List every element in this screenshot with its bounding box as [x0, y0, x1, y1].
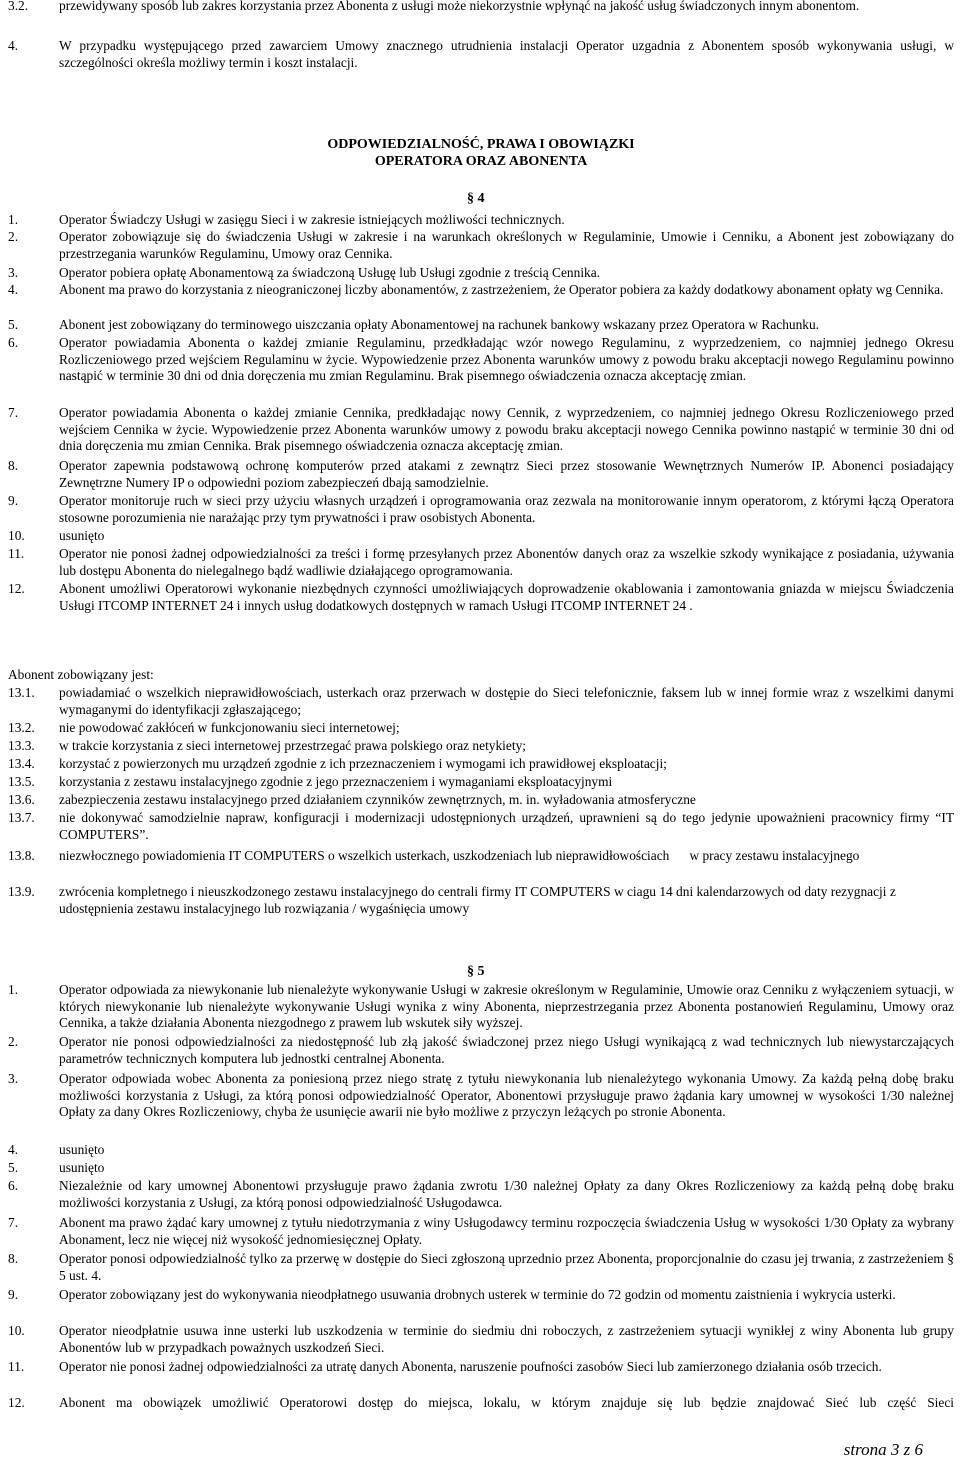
item-text: Operator powiadamia Abonenta o każdej zmianie Cennika, predkładając nowy Cennik, z wyprzedzeniem, co najmniej jednego Okresu Rozliczeniowego przed wejściem Cennika w życie. Wypowiedzenie przez Abonenta warunków umowy z powodu braku akceptacji nowego Cennika powinno nastąpić w terminie 30 dni od dnia doręczenia mu zmian Cennika. Brak pisemnego oświadczenia oznacza akceptację zmian. — [59, 405, 954, 454]
item-text: Operator monitoruje ruch w sieci przy użyciu własnych urządzeń i oprogramowania oraz zezwala na monitorowanie innym operatorom, z którymi łączą Operatora stosowne porozumienia nie narażając przy tym prywatności i praw osobistych Abonenta. — [59, 493, 954, 525]
item-number: 13.2. — [8, 720, 35, 735]
item-number: 13.6. — [8, 792, 35, 807]
item-number: 8. — [8, 1251, 19, 1266]
item-number: 13.9. — [8, 884, 35, 899]
list-item — [8, 1395, 954, 1412]
item-number: 13.8. — [8, 848, 35, 863]
list-item — [8, 229, 954, 262]
item-text: Abonent jest zobowiązany do terminowego uiszczania opłaty Abonamentowej na rachunek bankowy wskazany przez Operatora w Rachunku. — [59, 317, 820, 332]
list-item — [8, 282, 954, 299]
item-number: 5. — [8, 317, 19, 332]
item-text: nie dokonywać samodzielnie napraw, konfiguracji i modernizacji udostępnionych urządzeń, uprawnieni są do tego jedynie upoważnieni pracownicy firmy “IT COMPUTERS”. — [59, 810, 954, 842]
item-text: usunięto — [59, 528, 105, 543]
list-item — [8, 546, 954, 579]
item-text: Operator nie ponosi żadnej odpowiedzialności za utratę danych Abonenta, naruszenie poufności zasobów Sieci lub zamierzonego działania osób trzecich. — [59, 1359, 882, 1374]
item-number: 11. — [8, 546, 25, 561]
list-item — [8, 1323, 954, 1356]
item-number: 2. — [8, 1034, 19, 1049]
list-item — [8, 38, 954, 71]
item-number: 2. — [8, 229, 19, 244]
item-text: Operator zobowiązany jest do wykonywania nieodpłatnego usuwania drobnych usterek w terminie do 72 godzin od momentu zaistnienia i wykrycia usterki. — [59, 1287, 896, 1302]
item-number: 13.3. — [8, 738, 35, 753]
list-item — [8, 405, 954, 455]
item-text: Niezależnie od kary umownej Abonentowi przysługuje prawo żądania zwrotu 1/30 należnej Opłaty za dany Okres Rozliczeniowy za każdą pełną dobę braku możliwości korzystania z Usługi, za którą ponosi odpowiedzialność Usługodawca. — [59, 1178, 954, 1210]
list-item — [8, 1287, 954, 1304]
item-text: Operator zobowiązuje się do świadczenia Usługi w zakresie i na warunkach określonych w Regulaminie, Umowie i Cenniku, a Abonent jest zobowiązany do przestrzegania warunków Regulaminu, Umowy oraz Cennika. — [59, 229, 954, 261]
item-number: 3. — [8, 1071, 19, 1086]
item-number: 10. — [8, 528, 25, 543]
item-number: 10. — [8, 1323, 25, 1338]
item-text: Operator ponosi odpowiedzialność tylko za przerwę w dostępie do Sieci zgłoszoną uprzednio przez Abonenta, proporcjonalnie do czasu jej trwania, z zastrzeżeniem § 5 ust. 4. — [59, 1251, 954, 1283]
item-text: korzystać z powierzonych mu urządzeń zgodnie z ich przeznaczeniem i wymogami ich prawidłowej eksploatacji; — [59, 756, 667, 771]
item-number: 7. — [8, 1215, 19, 1230]
item-text: zabezpieczenia zestawu instalacyjnego przed działaniem czynników zewnętrznych, m. in. wyładowania atmosferyczne — [59, 792, 696, 807]
item-text: usunięto — [59, 1142, 105, 1157]
item-number: 5. — [8, 1160, 19, 1175]
item-text: Operator odpowiada za niewykonanie lub nienależyte wykonywanie Usługi w zakresie określonym w Regulaminie, Umowie oraz Cenniku z wyłączeniem sytuacji, w których niewykonanie lub nienależyte wykonywanie Usługi wynika z winy Abonenta, nieprzestrzegania przez Abonenta postanowień Regulaminu, Umowy oraz Cennika, a także działania Abonenta niezgodnego z prawem lub wskutek siły wyższej. — [59, 982, 954, 1031]
list-item — [8, 265, 954, 282]
item-text: Operator nieodpłatnie usuwa inne usterki lub uszkodzenia w terminie do siedmiu dni roboczych, z zastrzeżeniem sytuacji wynikłej z winy Abonenta lub grupy Abonentów lub w przypadkach poważnych uszkodzeń Sieci. — [59, 1323, 954, 1355]
list-item — [8, 720, 954, 737]
item-number: 13.4. — [8, 756, 35, 771]
item-text: Operator pobiera opłatę Abonamentową za świadczoną Usługę lub Usługi zgodnie z treścią Cennika. — [59, 265, 601, 280]
item-text: Operator nie ponosi odpowiedzialności za niedostępność lub złą jakość świadczonej przez niego Usługi wynikającą z wad technicznych lub niewystarczających parametrów technicznych komputera lub jednostki centralnej Abonenta. — [59, 1034, 954, 1066]
item-text: w trakcie korzystania z sieci internetowej przestrzegać prawa polskiego oraz netykiety; — [59, 738, 526, 753]
item-number: 4. — [8, 38, 19, 53]
item-text: W przypadku występującego przed zawarciem Umowy znacznego utrudnienia instalacji Operator uzgadnia z Abonentem sposób wykonywania usługi, w szczególności określa możliwy termin i koszt instalacji. — [59, 38, 954, 70]
list-item — [8, 335, 954, 385]
list-item — [8, 1034, 954, 1067]
item-text: Operator nie ponosi żadnej odpowiedzialności za treści i formę przesyłanych przez Abonentów danych oraz za wszelkie szkody wynikające z posiadania, używania lub dostępu Abonenta do nielegalnego bądź wadliwie działającego oprogramowania. — [59, 546, 954, 578]
item-number: 4. — [8, 282, 19, 297]
item-number: 12. — [8, 581, 25, 596]
item-text: Operator odpowiada wobec Abonenta za poniesioną przez niego stratę z tytułu niewykonania lub nienależytego wykonania Umowy. Za każdą pełną dobę braku możliwości korzystania z Usługi, za którą ponosi odpowiedzialność Operator, Abonentowi przysługuje prawo żądania kary umownej w wysokości 1/30 należnej Opłaty za dany Okres Rozliczeniowy, chyba że usunięcie awarii nie było możliwe z przyczyn leżących po stronie Abonenta. — [59, 1071, 954, 1120]
list-item — [8, 212, 954, 229]
item-text: Abonent umożliwi Operatorowi wykonanie niezbędnych czynności umożliwiających doprowadzenie okablowania i zamontowania gniazda w miejscu Świadczenia Usługi ITCOMP INTERNET 24 i innych usług dodatkowych dostępnych w ramach Usługi ITCOMP INTERNET 24 . — [59, 581, 954, 613]
item-text: nie powodować zakłóceń w funkcjonowaniu sieci internetowej; — [59, 720, 400, 735]
list-item — [8, 0, 954, 15]
list-item — [8, 884, 954, 917]
item-number: 1. — [8, 982, 19, 997]
page-number: strona 3 z 6 — [843, 1440, 923, 1459]
list-item — [8, 792, 954, 809]
item-number: 8. — [8, 458, 19, 473]
list-item — [8, 1178, 954, 1211]
list-item — [8, 458, 954, 491]
item-text: korzystania z zestawu instalacyjnego zgodnie z jego przeznaczeniem i wymaganiami eksploatacyjnymi — [59, 774, 613, 789]
item-number: 13.5. — [8, 774, 35, 789]
section-heading-line: ODPOWIEDZIALNOŚĆ, PRAWA I OBOWIĄZKI — [327, 137, 635, 152]
item-number: 6. — [8, 1178, 19, 1193]
item-number: 6. — [8, 335, 19, 350]
item-number: 3. — [8, 265, 19, 280]
item-text: Abonent ma obowiązek umożliwić Operatorowi dostęp do miejsca, lokalu, w którym znajduje się lub będzie znajdować Sieć lub część Sieci — [59, 1395, 954, 1410]
list-item — [8, 1160, 954, 1177]
section-number: § 4 — [467, 191, 485, 206]
list-item — [8, 1359, 954, 1376]
item-number: 3.2. — [8, 0, 29, 13]
item-number: 13.1. — [8, 685, 35, 700]
item-text: Operator Świadczy Usługi w zasięgu Sieci i w zakresie istniejących możliwości technicznych. — [59, 212, 565, 227]
list-item — [8, 848, 954, 865]
list-item — [8, 756, 954, 773]
section-heading — [8, 136, 954, 170]
item-text: Abonent ma prawo do korzystania z nieograniczonej liczby abonamentów, z zastrzeżeniem, że Operator pobiera za każdy dodatkowy abonament opłaty wg Cennika. — [59, 282, 944, 297]
item-text: Operator powiadamia Abonenta o każdej zmianie Regulaminu, przedkładając wzór nowego Regulaminu, z wyprzedzeniem, co najmniej jednego Okresu Rozliczeniowego przed wejściem Regulaminu w życie. Wypowiedzenie przez Abonenta warunków umowy z powodu braku akceptacji nowego Regulaminu powinno nastąpić w terminie 30 dni od dnia doręczenia mu zmian Regulaminu. Brak pisemnego oświadczenia oznacza akceptację zmian. — [59, 335, 954, 384]
list-item — [8, 1142, 954, 1159]
item-text: Operator zapewnia podstawową ochronę komputerów przed atakami z zewnątrz Sieci przez stosowanie Wewnętrznych Numerów IP. Abonenci posiadający Zewnętrzne Numery IP o odpowiedni poziom zabezpieczeń dbają samodzielnie. — [59, 458, 954, 490]
list-item — [8, 1071, 954, 1121]
obligations-intro: Abonent zobowiązany jest: — [8, 667, 154, 682]
list-item — [8, 810, 954, 843]
list-item — [8, 738, 954, 755]
item-text: usunięto — [59, 1160, 105, 1175]
item-number: 1. — [8, 212, 19, 227]
list-item — [8, 317, 954, 334]
item-number: 11. — [8, 1359, 25, 1374]
item-text: niezwłocznego powiadomienia IT COMPUTERS o wszelkich usterkach, uszkodzeniach lub nieprawidłowościach w pracy zestawu instalacyjnego — [59, 848, 860, 863]
item-text: powiadamiać o wszelkich nieprawidłowościach, usterkach oraz przerwach w dostępie do Sieci telefonicznie, faksem lub w innej formie wraz z wszelkimi danymi wymaganymi do identyfikacji zgłaszającego; — [59, 685, 954, 717]
list-item — [8, 528, 954, 545]
list-item — [8, 493, 954, 526]
item-number: 13.7. — [8, 810, 35, 825]
item-text: zwrócenia kompletnego i nieuszkodzonego zestawu instalacyjnego do centrali firmy IT COMPUTERS w ciagu 14 dni kalendarzowych od daty rezygnacji z udostępnienia zestawu instalacyjnego lub rozwiązania / wygaśnięcia umowy — [59, 884, 896, 916]
list-item — [8, 982, 954, 1032]
section-heading-line: OPERATORA ORAZ ABONENTA — [374, 154, 588, 169]
list-item — [8, 1215, 954, 1248]
list-item — [8, 1251, 954, 1284]
item-number: 7. — [8, 405, 19, 420]
list-item — [8, 685, 954, 718]
item-number: 9. — [8, 493, 19, 508]
section-number: § 5 — [467, 964, 485, 979]
list-item — [8, 581, 954, 614]
item-text: Abonent ma prawo żądać kary umownej z tytułu niedotrzymania z winy Usługodawcy terminu rozpoczęcia świadczenia Usług w wysokości 1/30 Opłaty za wybrany Abonament, lecz nie więcej niż wysokość jednomiesięcznej Opłaty. — [59, 1215, 954, 1247]
item-number: 9. — [8, 1287, 19, 1302]
list-item — [8, 774, 954, 791]
item-text: przewidywany sposób lub zakres korzystania przez Abonenta z usługi może niekorzystnie wpłynąć na jakość usług świadczonych innym abonentom. — [59, 0, 860, 13]
item-number: 12. — [8, 1395, 25, 1410]
item-number: 4. — [8, 1142, 19, 1157]
